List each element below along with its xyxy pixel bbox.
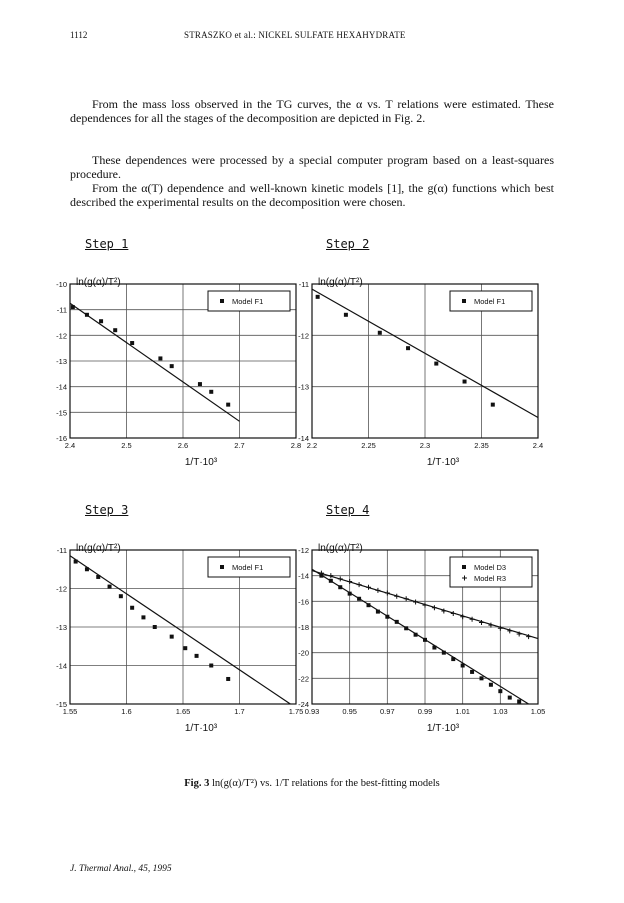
step-4-chart [282,516,546,761]
plus-marker [470,617,475,622]
plus-marker [451,611,456,616]
square-marker [378,331,382,335]
x-tick-label: 1.75 [288,707,304,716]
square-marker [498,689,502,693]
y-tick-label: -11 [56,546,67,555]
square-marker [158,356,162,360]
y-tick-label: -14 [298,571,309,581]
fit-line [70,303,240,421]
plus-marker [385,590,390,595]
step-1-chart [40,250,300,495]
running-head: STRASZKO et al.: NICKEL SULFATE HEXAHYDRATE [184,30,406,40]
y-tick-label: -15 [56,408,67,418]
legend-square-marker [220,299,224,303]
y-tick-label: -22 [298,674,309,684]
square-marker [170,635,174,639]
y-tick-label: -11 [56,305,67,315]
figure-caption [0,778,624,789]
square-marker [414,633,418,637]
plus-marker [338,576,343,581]
legend-label: Model D3 [474,563,507,572]
legend-label: Model F1 [474,297,506,306]
square-marker [517,699,521,703]
step-1-label: Step 1 [85,237,129,251]
x-axis-label: 1/T·10³ [426,723,460,734]
paragraph-3: From the α(T) dependence and well-known kinetic models [1], the g(α) functions which best described the experimental results on the decomposition were chosen. [70,181,554,209]
plus-marker [366,585,371,590]
fit-line [312,569,529,704]
plus-marker [413,599,418,604]
square-marker [226,677,230,681]
fit-line [70,556,290,704]
x-tick-label: 2.3 [419,441,431,450]
square-marker [434,362,438,366]
square-marker [130,606,134,610]
square-marker [348,592,352,596]
plus-marker [347,579,352,584]
x-tick-label: 2.6 [177,441,189,450]
square-marker [316,295,320,299]
square-marker [85,567,89,571]
square-marker [113,328,117,332]
x-axis-label: 1/T·10³ [184,723,218,734]
legend-label: Model F1 [232,563,264,572]
square-marker [442,651,446,655]
x-tick-label: 0.99 [417,707,433,716]
square-marker [480,676,484,680]
y-tick-label: -13 [298,382,309,392]
square-marker [329,579,333,583]
square-marker [108,585,112,589]
y-tick-label: -14 [56,382,67,392]
square-marker [74,560,78,564]
square-marker [96,575,100,579]
square-marker [406,346,410,350]
square-marker [198,382,202,386]
plus-marker [375,588,380,593]
x-tick-label: 2.35 [474,441,489,450]
square-marker [463,380,467,384]
figure-caption-text: ln(g(α)/T²) vs. 1/T relations for the best-fitting models [211,778,440,789]
square-marker [357,597,361,601]
x-tick-label: 1.55 [62,707,78,716]
y-tick-label: -13 [56,623,67,632]
square-marker [470,670,474,674]
x-tick-label: 0.97 [380,707,395,716]
y-tick-label: -12 [298,331,309,341]
square-marker [461,664,465,668]
x-tick-label: 0.95 [342,707,357,716]
x-tick-label: 2.4 [532,441,544,450]
legend-label: Model R3 [474,574,507,583]
figure-caption-label: Fig. 3 [184,778,210,789]
x-tick-label: 2.2 [306,441,318,450]
square-marker [451,657,455,661]
square-marker [119,594,123,598]
square-marker [508,696,512,700]
square-marker [491,403,495,407]
x-axis-label: 1/T·10³ [426,457,460,468]
x-tick-label: 2.5 [121,441,132,450]
step-2-label: Step 2 [326,237,370,251]
y-axis-label: ln(g(α)/T²) [318,543,363,554]
y-tick-label: -13 [56,357,67,366]
square-marker [153,625,157,629]
square-marker [141,615,145,619]
plus-marker [394,594,399,599]
y-tick-label: -14 [56,661,67,671]
x-axis-label: 1/T·10³ [184,457,218,468]
x-tick-label: 1.05 [530,707,546,716]
y-tick-label: -14 [298,434,309,443]
plus-marker [404,596,409,601]
square-marker [209,390,213,394]
x-tick-label: 2.4 [64,441,76,450]
square-marker [226,403,230,407]
square-marker [423,638,427,642]
x-tick-label: 2.25 [361,441,376,450]
plus-marker [328,573,333,578]
square-marker [183,646,187,650]
y-tick-label: -10 [56,280,67,289]
legend-square-marker [462,299,466,303]
y-tick-label: -16 [56,434,67,443]
y-tick-label: -12 [56,331,67,341]
square-marker [209,664,213,668]
square-marker [71,305,75,309]
y-tick-label: -16 [298,597,309,607]
square-marker [367,603,371,607]
y-tick-label: -15 [56,700,67,709]
step-2-chart [282,250,542,495]
x-tick-label: 1.01 [455,707,470,716]
x-tick-label: 1.7 [234,707,245,716]
page-number: 1112 [70,30,88,40]
square-marker [489,683,493,687]
square-marker [432,646,436,650]
square-marker [195,654,199,658]
y-tick-label: -20 [298,648,309,658]
y-axis-label: ln(g(α)/T²) [318,277,363,288]
square-marker [170,364,174,368]
y-axis-label: ln(g(α)/T²) [76,277,121,288]
step-3-label: Step 3 [85,503,129,517]
square-marker [130,341,134,345]
y-axis-label: ln(g(α)/T²) [76,543,121,554]
step-4-label: Step 4 [326,503,370,517]
square-marker [99,319,103,323]
x-tick-label: 2.8 [290,441,302,450]
square-marker [376,610,380,614]
y-tick-label: -12 [298,546,309,555]
y-tick-label: -11 [298,280,309,289]
legend-label: Model F1 [232,297,264,306]
square-marker [385,615,389,619]
journal-footer: J. Thermal Anal., 45, 1995 [70,864,172,874]
x-tick-label: 1.03 [493,707,508,716]
x-tick-label: 2.7 [234,441,245,450]
y-tick-label: -12 [56,584,67,594]
square-marker [404,626,408,630]
legend-square-marker [462,565,466,569]
square-marker [344,313,348,317]
paragraph-2: These dependences were processed by a special computer program based on a least-squares procedure. [70,153,554,181]
square-marker [395,620,399,624]
x-tick-label: 1.6 [121,707,132,716]
x-tick-label: 1.65 [175,707,191,716]
plus-marker [432,605,437,610]
paragraph-1: From the mass loss observed in the TG curves, the α vs. T relations were estimated. These dependences for all the stages of the decomposition are depicted in Fig. 2. [70,97,554,125]
y-tick-label: -18 [298,623,309,632]
plus-marker [357,582,362,587]
x-tick-label: 0.93 [304,707,320,716]
square-marker [85,313,89,317]
square-marker [338,585,342,589]
legend-square-marker [220,565,224,569]
y-tick-label: -24 [298,700,309,709]
